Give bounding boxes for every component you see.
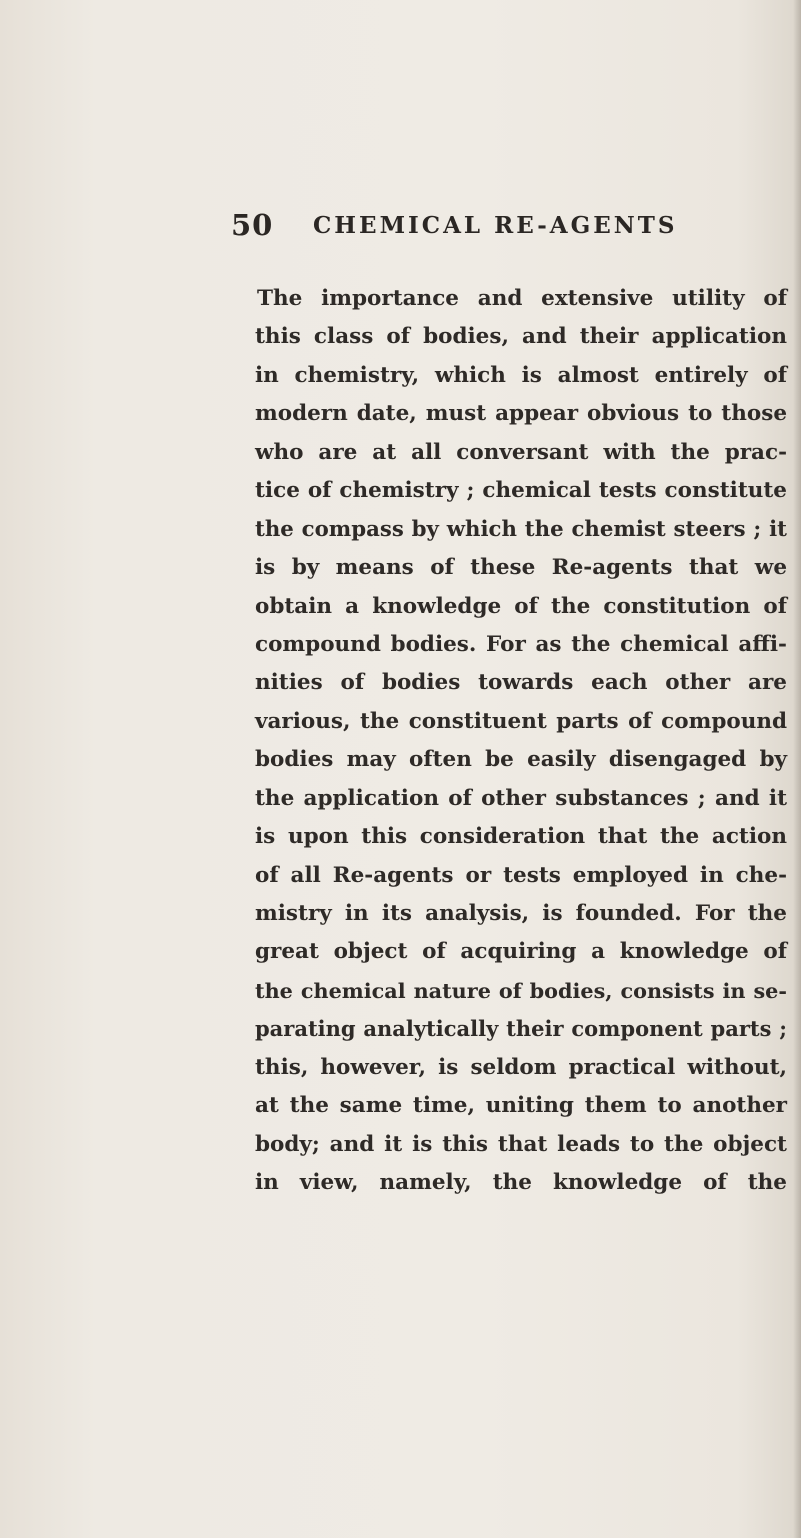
text-line: the application of other substances ; and it	[255, 785, 787, 811]
text-line: body; and it is this that leads to the object	[255, 1131, 787, 1157]
text-line: the compass by which the chemist steers ; it	[255, 516, 787, 542]
text-line: mistry in its analysis, is founded. For the	[255, 901, 787, 926]
text-line: parating analytically their component parts ;	[255, 1016, 787, 1042]
text-line: this, however, is seldom practical without,	[255, 1054, 787, 1080]
text-line: obtain a knowledge of the constitution of	[255, 593, 787, 619]
text-line: of all Re-agents or tests employed in che-	[255, 862, 787, 888]
text-line: compound bodies. For as the chemical affi-	[255, 631, 787, 657]
text-line: tice of chemistry ; chemical tests constitute	[255, 478, 787, 504]
text-line: in view, namely, the knowledge of the	[255, 1170, 787, 1196]
text-line: in chemistry, which is almost entirely of	[255, 362, 787, 388]
text-line: the chemical nature of bodies, consists in se-	[255, 978, 787, 1003]
text-line: modern date, must appear obvious to those	[255, 401, 787, 427]
text-line: this class of bodies, and their application	[255, 324, 787, 350]
text-line: nities of bodies towards each other are	[255, 670, 787, 696]
text-line: various, the constituent parts of compound	[255, 708, 787, 734]
text-line: bodies may often be easily disengaged by	[255, 747, 787, 773]
text-line: is upon this consideration that the action	[255, 824, 787, 850]
text-line: who are at all conversant with the prac-	[255, 439, 787, 465]
page-number: 50	[231, 208, 274, 242]
page-edge-shadow	[793, 0, 801, 1538]
page-header	[0, 208, 801, 248]
text-line: The importance and extensive utility of	[257, 286, 787, 311]
text-line: at the same time, uniting them to another	[255, 1093, 787, 1119]
text-line: great object of acquiring a knowledge of	[255, 939, 787, 965]
text-line: is by means of these Re-agents that we	[255, 555, 787, 581]
body-paragraph	[255, 280, 787, 1203]
running-head: CHEMICAL RE-AGENTS	[313, 212, 678, 239]
